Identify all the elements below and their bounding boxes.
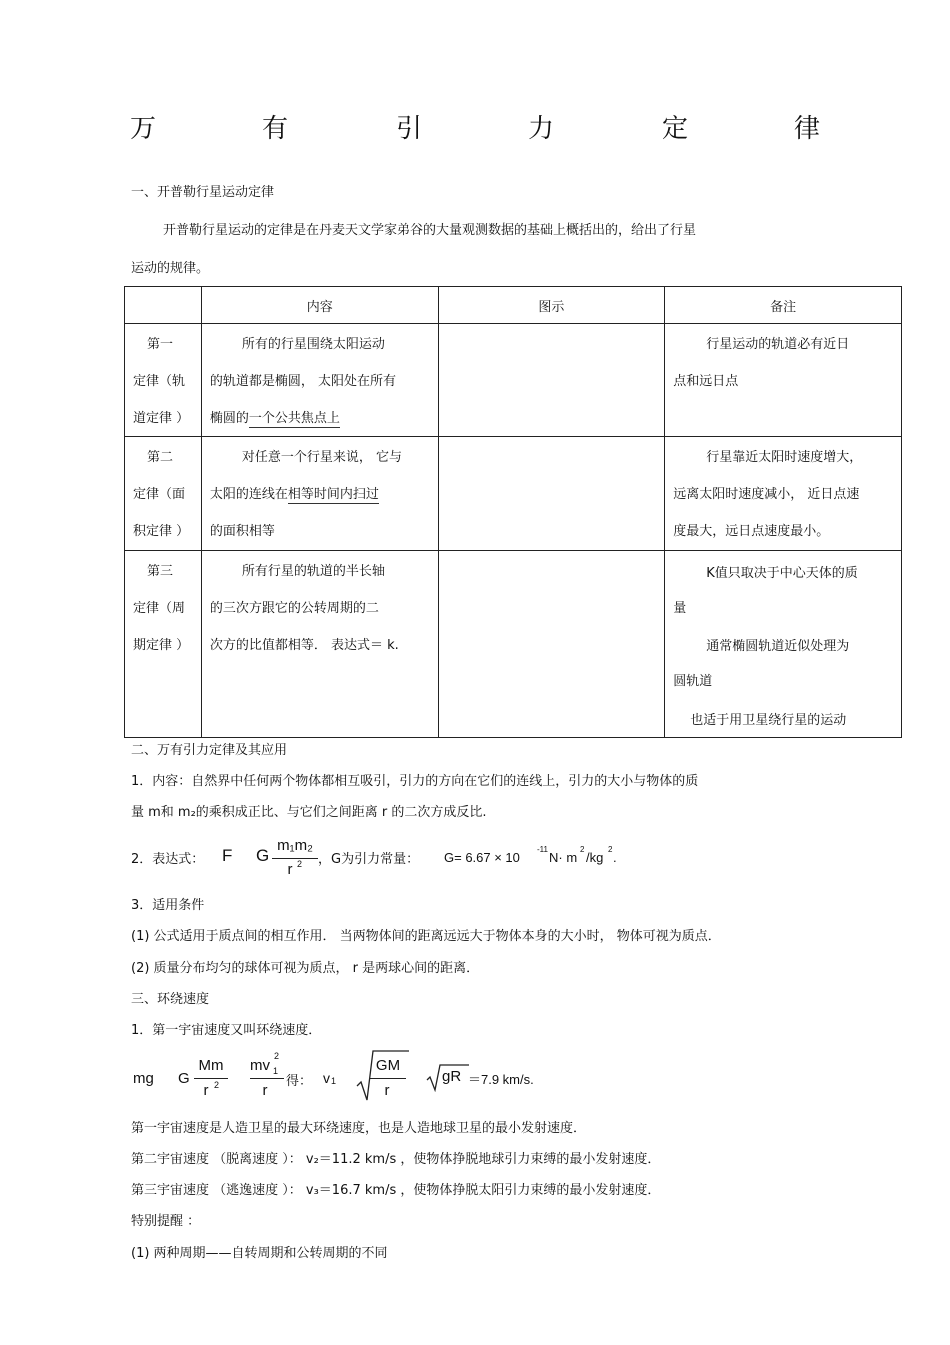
section1-heading: 一、开普勒行星运动定律 — [131, 185, 275, 200]
law2-note-line1: 行星靠近太阳时速度增大， — [706, 450, 863, 465]
fv-v: v — [323, 1070, 330, 1086]
fv-bar3 — [370, 1078, 406, 1079]
law3-note-line1: K值只取决于中心天体的质 — [706, 566, 858, 581]
law3-note-line3: 通常椭圆轨道近似处理为 — [706, 639, 850, 654]
fv-mg: mg — [133, 1070, 154, 1087]
g-constant-exp: -11 — [537, 845, 548, 854]
section3-p4: 第三宇宙速度 （逃逸速度 ）： v₃＝16.7 km/s ，使物体挣脱太阳引力束缚的最小发射速度． — [131, 1183, 661, 1198]
law2-content-line1: 对任意一个行星来说， 它与 — [241, 450, 403, 465]
law3-content-line1: 所有行星的轨道的半长轴 — [241, 564, 385, 579]
law1-note-line2: 点和远日点 — [673, 374, 739, 389]
formula-F: F — [222, 846, 233, 865]
table-row — [125, 324, 902, 437]
fv-den1-exp: 2 — [214, 1080, 220, 1090]
fv-bar1 — [194, 1078, 228, 1079]
fv-den3: r — [384, 1082, 390, 1099]
section2-p1-line1: 1．内容：自然界中任何两个物体都相互吸引，引力的方向在它们的连线上，引力的大小与物体的质 — [131, 774, 699, 789]
law2-content-line2: 太阳的连线在相等时间内扫过 — [209, 487, 379, 502]
fv-den2: r — [262, 1082, 268, 1099]
formula-denominator-exp: 2 — [297, 859, 303, 869]
law3-name-line2: 定律（周 — [133, 601, 186, 616]
formula-denominator: r — [287, 861, 293, 878]
g-constant-unit-exp: 2 — [580, 845, 585, 854]
law2-figure-cell — [438, 437, 665, 551]
g-constant-end: . — [613, 850, 617, 865]
fv-de: 得： — [286, 1074, 313, 1089]
section2-p3-1: (1) 公式适用于质点间的相互作用． 当两物体间的距离远远大于物体本身的大小时， 物体可视为质点． — [131, 929, 721, 944]
law1-underlined-phrase: 一个公共焦点上 — [248, 411, 340, 426]
law1-name-line2: 定律（轨 — [133, 374, 186, 389]
law1-name-line3: 道定律 ） — [133, 411, 190, 426]
title-char-1: 万 — [130, 114, 157, 144]
kepler-laws-table — [124, 286, 902, 738]
section3-p6: (1) 两种周期——自转周期和公转周期的不同 — [131, 1246, 388, 1261]
law1-content-line3: 椭圆的一个公共焦点上 — [209, 411, 340, 426]
fv-result: ＝7.9 km/s. — [468, 1072, 534, 1087]
law3-content-line3: 次方的比值都相等． 表达式＝ k. — [209, 638, 399, 653]
g-constant-unit: N· m — [549, 850, 578, 865]
title-char-6: 律 — [794, 114, 821, 144]
section3-heading: 三、环绕速度 — [131, 992, 210, 1007]
fv-num1: Mm — [198, 1057, 224, 1074]
law3-note-line5: 也适于用卫星绕行星的运动 — [690, 713, 847, 728]
fv-bar2 — [250, 1078, 284, 1079]
title-char-2: 有 — [262, 114, 289, 144]
g-constant-unit2: /kg — [586, 850, 604, 865]
section1-intro-line1: 开普勒行星运动的定律是在丹麦天文学家弟谷的大量观测数据的基础上概括出的，给出了行星 — [163, 223, 697, 238]
fv-den1: r — [203, 1082, 209, 1099]
section3-p5: 特别提醒 ： — [131, 1214, 201, 1229]
formula-G: G — [256, 846, 270, 865]
title-char-3: 引 — [396, 114, 423, 144]
fv-num3: GM — [375, 1057, 401, 1074]
law3-figure-cell — [438, 551, 665, 738]
law2-content-line3: 的面积相等 — [209, 524, 275, 539]
law3-note-line4: 圆轨道 — [673, 674, 713, 689]
formula-fraction-bar — [272, 858, 318, 859]
law3-name-line3: 期定律 ） — [133, 638, 190, 653]
table-header-note: 备注 — [665, 287, 902, 324]
section2-heading: 二、万有引力定律及其应用 — [131, 743, 288, 758]
formula-label: 2．表达式： — [131, 852, 205, 867]
section2-p1-line2: 量 m和 m₂的乘积成正比、与它们之间距离 r 的二次方成反比. — [131, 805, 487, 820]
fv-num2: mv — [250, 1057, 270, 1074]
law1-name-line1: 第一 — [147, 337, 174, 352]
law1-note-line1: 行星运动的轨道必有近日 — [706, 337, 850, 352]
section2-p3-2: (2) 质量分布均匀的球体可视为质点， r 是两球心间的距离． — [131, 961, 480, 976]
section3-p3: 第二宇宙速度 （脱离速度 ）： v₂＝11.2 km/s ，使物体挣脱地球引力束缚的最小发射速度． — [131, 1152, 661, 1167]
section1-intro-line2: 运动的规律。 — [131, 261, 210, 276]
law1-content-line2: 的轨道都是椭圆， 太阳处在所有 — [209, 374, 397, 389]
fv-num2-exp: 2 — [274, 1051, 280, 1061]
table-row — [125, 551, 902, 738]
law2-name-line3: 积定律 ） — [133, 524, 190, 539]
table-header-figure: 图示 — [438, 287, 665, 324]
law1-content-line1: 所有的行星围绕太阳运动 — [241, 337, 385, 352]
law2-underlined-phrase: 相等时间内扫过 — [287, 487, 379, 502]
section3-p1: 1．第一宇宙速度又叫环绕速度． — [131, 1023, 322, 1038]
law2-note-line3: 度最大，远日点速度最小。 — [673, 524, 830, 539]
law2-name-line2: 定律（面 — [133, 487, 186, 502]
formula-desc: ，G为引力常量： — [318, 852, 420, 867]
title-char-5: 定 — [662, 114, 689, 144]
law3-note-line2: 量 — [673, 601, 687, 616]
fv-num2-sub: 1 — [273, 1066, 279, 1076]
table-header-content: 内容 — [201, 287, 438, 324]
g-constant-value: G= 6.67 × 10 — [444, 850, 520, 865]
fv-G: G — [178, 1070, 190, 1087]
law2-name-line1: 第二 — [147, 450, 174, 465]
table-header-row — [125, 287, 902, 324]
law1-figure-cell — [438, 324, 665, 437]
section3-p2: 第一宇宙速度是人造卫星的最大环绕速度，也是人造地球卫星的最小发射速度． — [131, 1121, 587, 1136]
fv-v-sub: 1 — [331, 1076, 337, 1086]
table-header-blank — [125, 287, 202, 324]
formula-numerator: m₁m₂ — [277, 837, 313, 854]
law3-content-line2: 的三次方跟它的公转周期的二 — [209, 601, 379, 616]
section2-p3: 3．适用条件 — [131, 898, 205, 913]
fv-gR: gR — [442, 1068, 462, 1085]
law3-name-line1: 第三 — [147, 564, 174, 579]
law2-note-line2: 远离太阳时速度减小， 近日点速 — [673, 487, 860, 502]
title-char-4: 力 — [528, 114, 555, 144]
table-row — [125, 437, 902, 551]
g-constant-unit2-exp: 2 — [608, 845, 613, 854]
